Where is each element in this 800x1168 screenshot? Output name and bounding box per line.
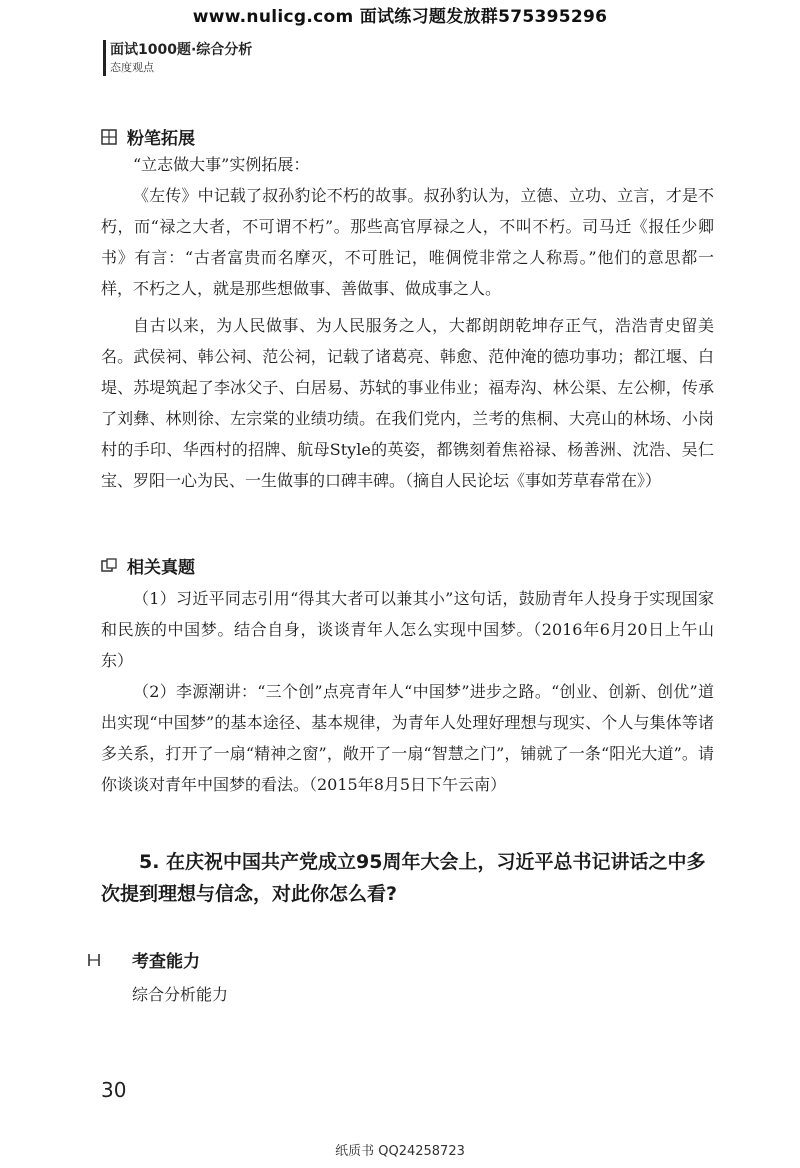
related-section-header xyxy=(101,553,195,578)
document-corner-icon xyxy=(101,558,117,574)
question-heading xyxy=(101,846,714,910)
page-footer: 纸质书 QQ24258723 xyxy=(335,1144,465,1159)
question-text: 5. 在庆祝中国共产党成立95周年大会上，习近平总书记讲话之中多次提到理想与信念，对此你怎么看? xyxy=(101,851,706,905)
extension-section-header xyxy=(101,124,195,149)
extension-heading: 粉笔拓展 xyxy=(127,129,195,149)
extension-paragraph-2: 自古以来，为人民做事、为人民服务之人，大都朗朗乾坤存正气，浩浩青史留美名。武侯祠、韩公祠、范公祠，记载了诸葛亮、韩愈、范仲淹的德功事功；都江堰、白堤、苏堤筑起了李冰父子、白居易、苏轼的事业伟业；福寿沟、林公渠、左公柳，传承了刘彝、林则徐、左宗棠的业绩功绩。在我们党内，兰考的焦桐、大亮山的林场、小岗村的手印、华西村的招牌、航母Style的英姿，都镌刻着焦裕禄、杨善洲、沈浩、吴仁宝、罗阳一心为民、一生做事的口碑丰碑。（摘自人民论坛《事如芳草春常在》） xyxy=(101,316,714,490)
book-title: 面试1000题·综合分析 xyxy=(110,42,253,58)
related-body xyxy=(101,583,714,800)
related-item-1: （1）习近平同志引用“得其大者可以兼其小”这句话，鼓励青年人投身于实现国家和民族的中国梦。结合自身，谈谈青年人怎么实现中国梦。（2016年6月20日上午山东） xyxy=(101,589,714,670)
extension-body xyxy=(101,149,714,496)
book-subtitle: 态度观点 xyxy=(110,61,154,74)
related-heading: 相关真题 xyxy=(127,558,195,578)
ability-heading: 考查能力 xyxy=(132,952,200,972)
bracket-marker-icon xyxy=(86,952,102,968)
page-number: 30 xyxy=(101,1078,127,1102)
extension-lead: “立志做大事”实例拓展： xyxy=(133,155,310,174)
top-banner: www.nulicg.com 面试练习题发放群575395296 xyxy=(192,7,608,27)
related-item-2: （2）李源潮讲：“三个创”点亮青年人“中国梦”进步之路。“创业、创新、创优”道出实现“中国梦”的基本途径、基本规律，为青年人处理好理想与现实、个人与集体等诸多关系，打开了一扇“精神之窗”，敞开了一扇“智慧之门”，铺就了一条“阳光大道”。请你谈谈对青年中国梦的看法。（2015年8月5日下午云南） xyxy=(101,682,714,794)
extension-paragraph-1: 《左传》中记载了叔孙豹论不朽的故事。叔孙豹认为，立德、立功、立言，才是不朽，而“禄之大者，不可谓不朽”。那些高官厚禄之人，不叫不朽。司马迁《报任少卿书》有言：“古者富贵而名摩灭，不可胜记，唯倜傥非常之人称焉。”他们的意思都一样，不朽之人，就是那些想做事、善做事、做成事之人。 xyxy=(101,186,714,298)
ability-section-header xyxy=(86,947,200,972)
ability-text: 综合分析能力 xyxy=(132,985,229,1004)
bookmark-grid-icon xyxy=(101,129,117,145)
book-header xyxy=(103,40,252,76)
